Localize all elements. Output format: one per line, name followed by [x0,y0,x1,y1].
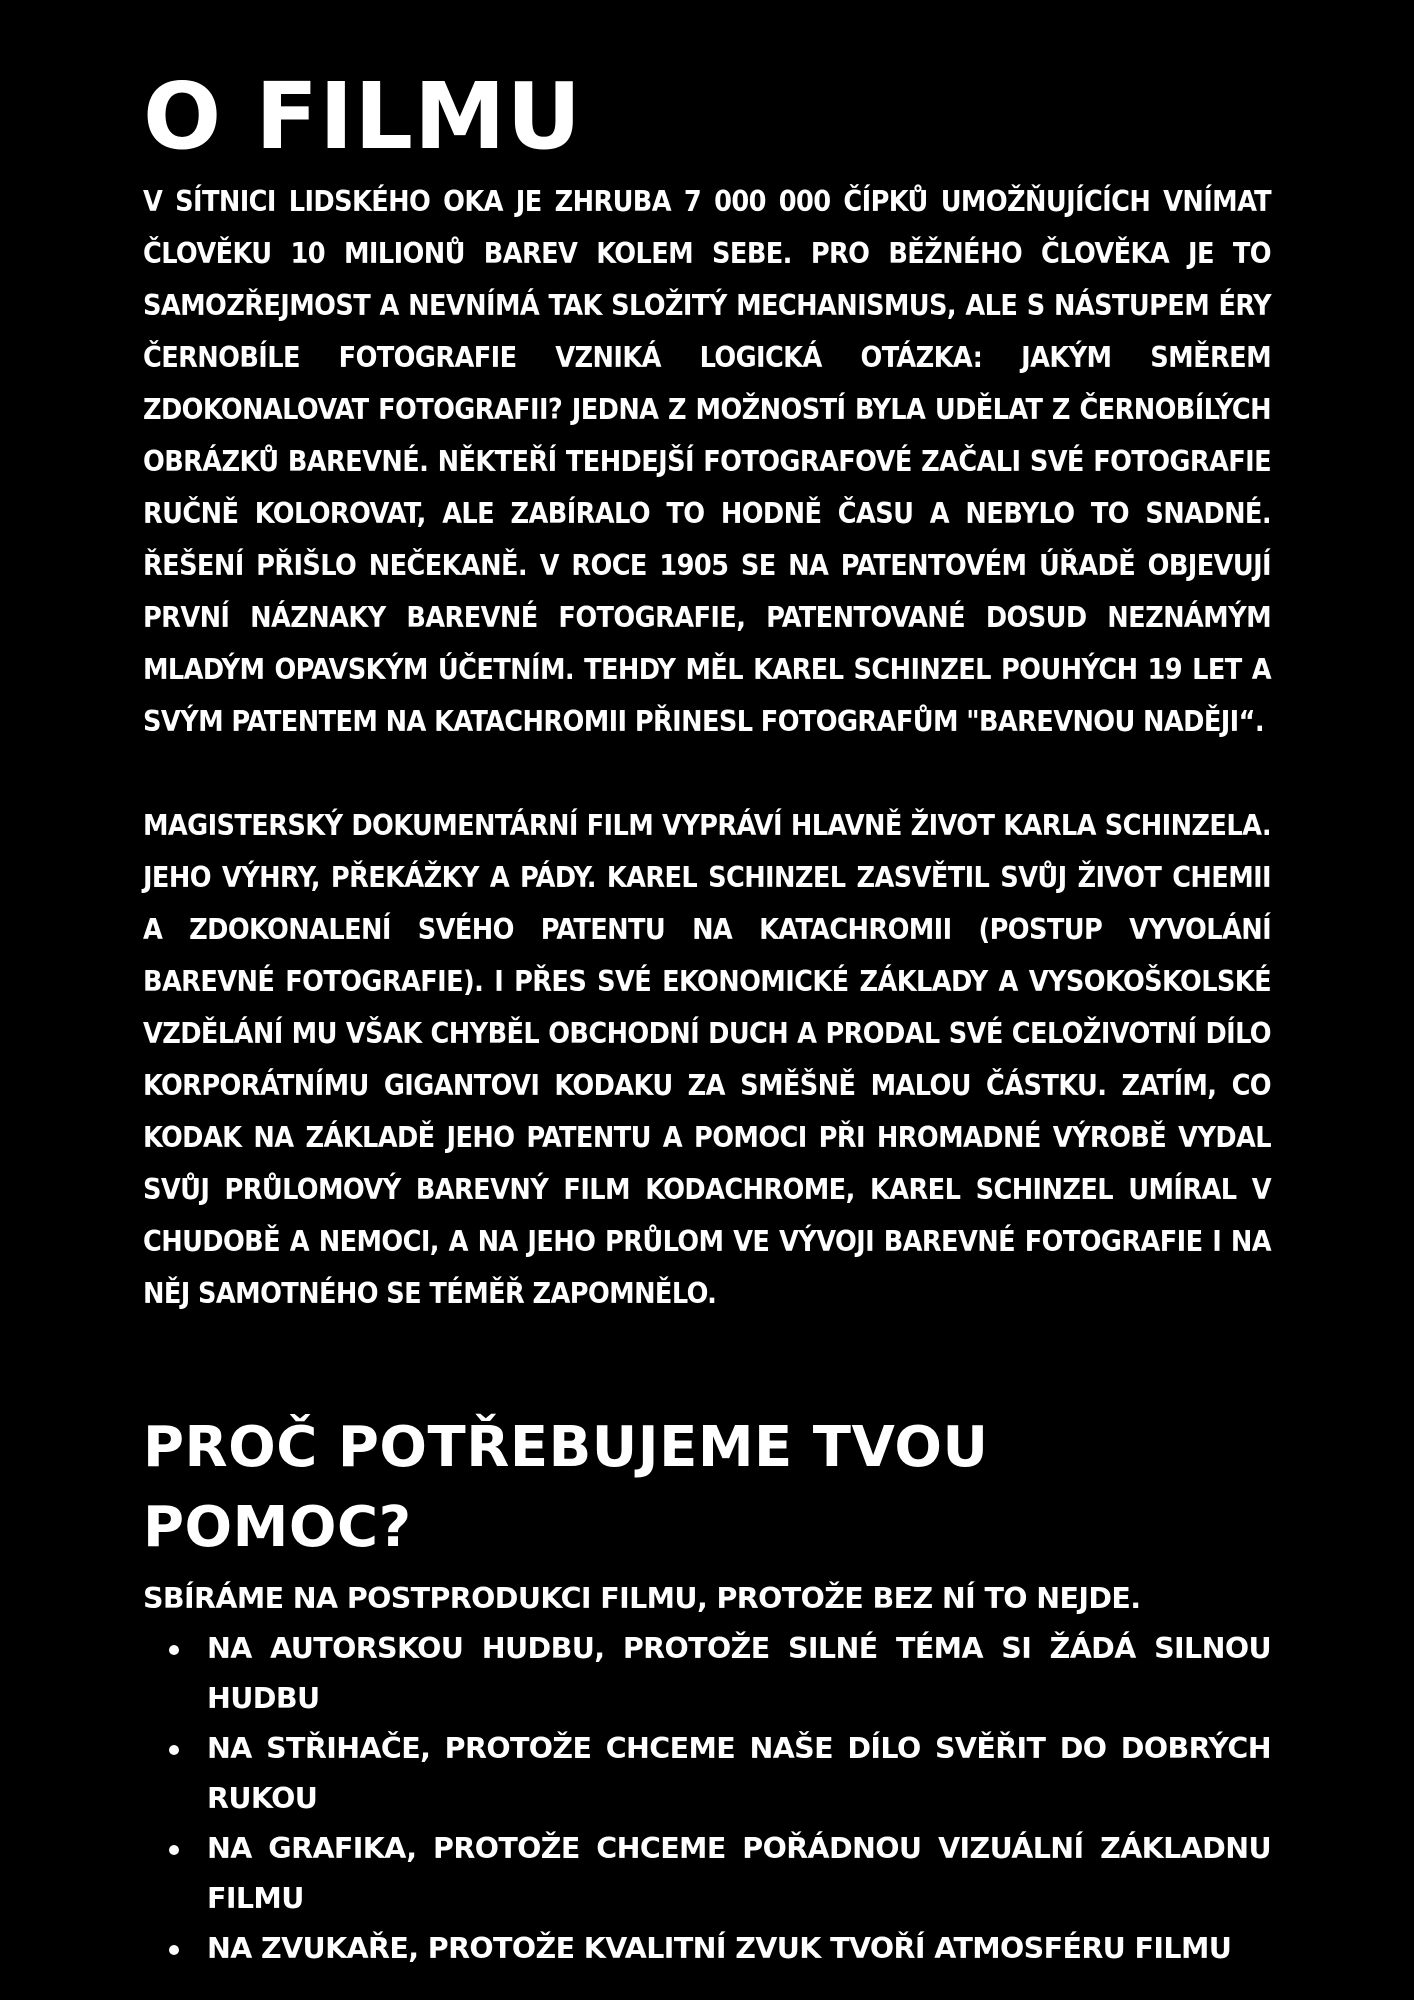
bullet-icon [169,1645,179,1655]
list-item [207,1924,1271,1974]
list-item [207,1624,1271,1724]
about-paragraph-2: MAGISTERSKÝ DOKUMENTÁRNÍ FILM VYPRÁVÍ HLAVNĚ ŽIVOT KARLA SCHINZELA. JEHO VÝHRY, PŘEKÁŽKY A PÁDY. KAREL SCHINZEL ZASVĚTIL SVŮJ ŽIVOT CHEMII A ZDOKONALENÍ SVÉHO PATENTU NA KATACHROMII (POSTUP VYVOLÁNÍ BAREVNÉ FOTOGRAFIE). I PŘES SVÉ EKONOMICKÉ ZÁKLADY A VYSOKOŠKOLSKÉ VZDĚLÁNÍ MU VŠAK CHYBĚL OBCHODNÍ DUCH A PRODAL SVÉ CELOŽIVOTNÍ DÍLO KORPORÁTNÍMU GIGANTOVI KODAKU ZA SMĚŠNĚ MALOU ČÁSTKU. ZATÍM, CO KODAK NA ZÁKLADĚ JEHO PATENTU A POMOCI PŘI HROMADNÉ VÝROBĚ VYDAL SVŮJ PRŮLOMOVÝ BAREVNÝ FILM KODACHROME, KAREL SCHINZEL UMÍRAL V CHUDOBĚ A NEMOCI, A NA JEHO PRŮLOM VE VÝVOJI BAREVNÉ FOTOGRAFIE I NA NĚJ SAMOTNÉHO SE TÉMĚŘ ZAPOMNĚLO. [143,809,1271,1310]
page-content [143,62,1271,1974]
bullet-icon [169,1845,179,1855]
list-item-text: NA STŘIHAČE, PROTOŽE CHCEME NAŠE DÍLO SVĚŘIT DO DOBRÝCH RUKOU [207,1732,1271,1815]
help-title: PROČ POTŘEBUJEME TVOU POMOC? [143,1415,989,1560]
list-item-text: NA AUTORSKOU HUDBU, PROTOŽE SILNÉ TÉMA SI ŽÁDÁ SILNOU HUDBU [207,1632,1271,1715]
about-title: O FILMU [143,63,583,170]
about-paragraph-1: V SÍTNICI LIDSKÉHO OKA JE ZHRUBA 7 000 000 ČÍPKŮ UMOŽŇUJÍCÍCH VNÍMAT ČLOVĚKU 10 MILIONŮ BAREV KOLEM SEBE. PRO BĚŽNÉHO ČLOVĚKA JE TO SAMOZŘEJMOST A NEVNÍMÁ TAK SLOŽITÝ MECHANISMUS, ALE S NÁSTUPEM ÉRY ČERNOBÍLE FOTOGRAFIE VZNIKÁ LOGICKÁ OTÁZKA: JAKÝM SMĚREM ZDOKONALOVAT FOTOGRAFII? JEDNA Z MOŽNOSTÍ BYLA UDĚLAT Z ČERNOBÍLÝCH OBRÁZKŮ BAREVNÉ. NĚKTEŘÍ TEHDEJŠÍ FOTOGRAFOVÉ ZAČALI SVÉ FOTOGRAFIE RUČNĚ KOLOROVAT, ALE ZABÍRALO TO HODNĚ ČASU A NEBYLO TO SNADNÉ. ŘEŠENÍ PŘIŠLO NEČEKANĚ. V ROCE 1905 SE NA PATENTOVÉM ÚŘADĚ OBJEVUJÍ PRVNÍ NÁZNAKY BAREVNÉ FOTOGRAFIE, PATENTOVANÉ DOSUD NEZNÁMÝM MLADÝM OPAVSKÝM ÚČETNÍM. TEHDY MĚL KAREL SCHINZEL POUHÝCH 19 LET A SVÝM PATENTEM NA KATACHROMII PŘINESL FOTOGRAFŮM "BAREVNOU NADĚJI“. [143,185,1271,738]
bullet-icon [169,1745,179,1755]
about-section [143,62,1271,1320]
list-item [207,1824,1271,1924]
list-item [207,1724,1271,1824]
list-item-text: NA GRAFIKA, PROTOŽE CHCEME POŘÁDNOU VIZUÁLNÍ ZÁKLADNU FILMU [207,1832,1271,1915]
bullet-icon [169,1945,179,1955]
help-list [143,1624,1271,1974]
help-intro: SBÍRÁME NA POSTPRODUKCI FILMU, PROTOŽE BEZ NÍ TO NEJDE. [143,1582,1141,1615]
help-section [143,1408,1271,1974]
list-item-text: NA ZVUKAŘE, PROTOŽE KVALITNÍ ZVUK TVOŘÍ ATMOSFÉRU FILMU [207,1932,1232,1965]
